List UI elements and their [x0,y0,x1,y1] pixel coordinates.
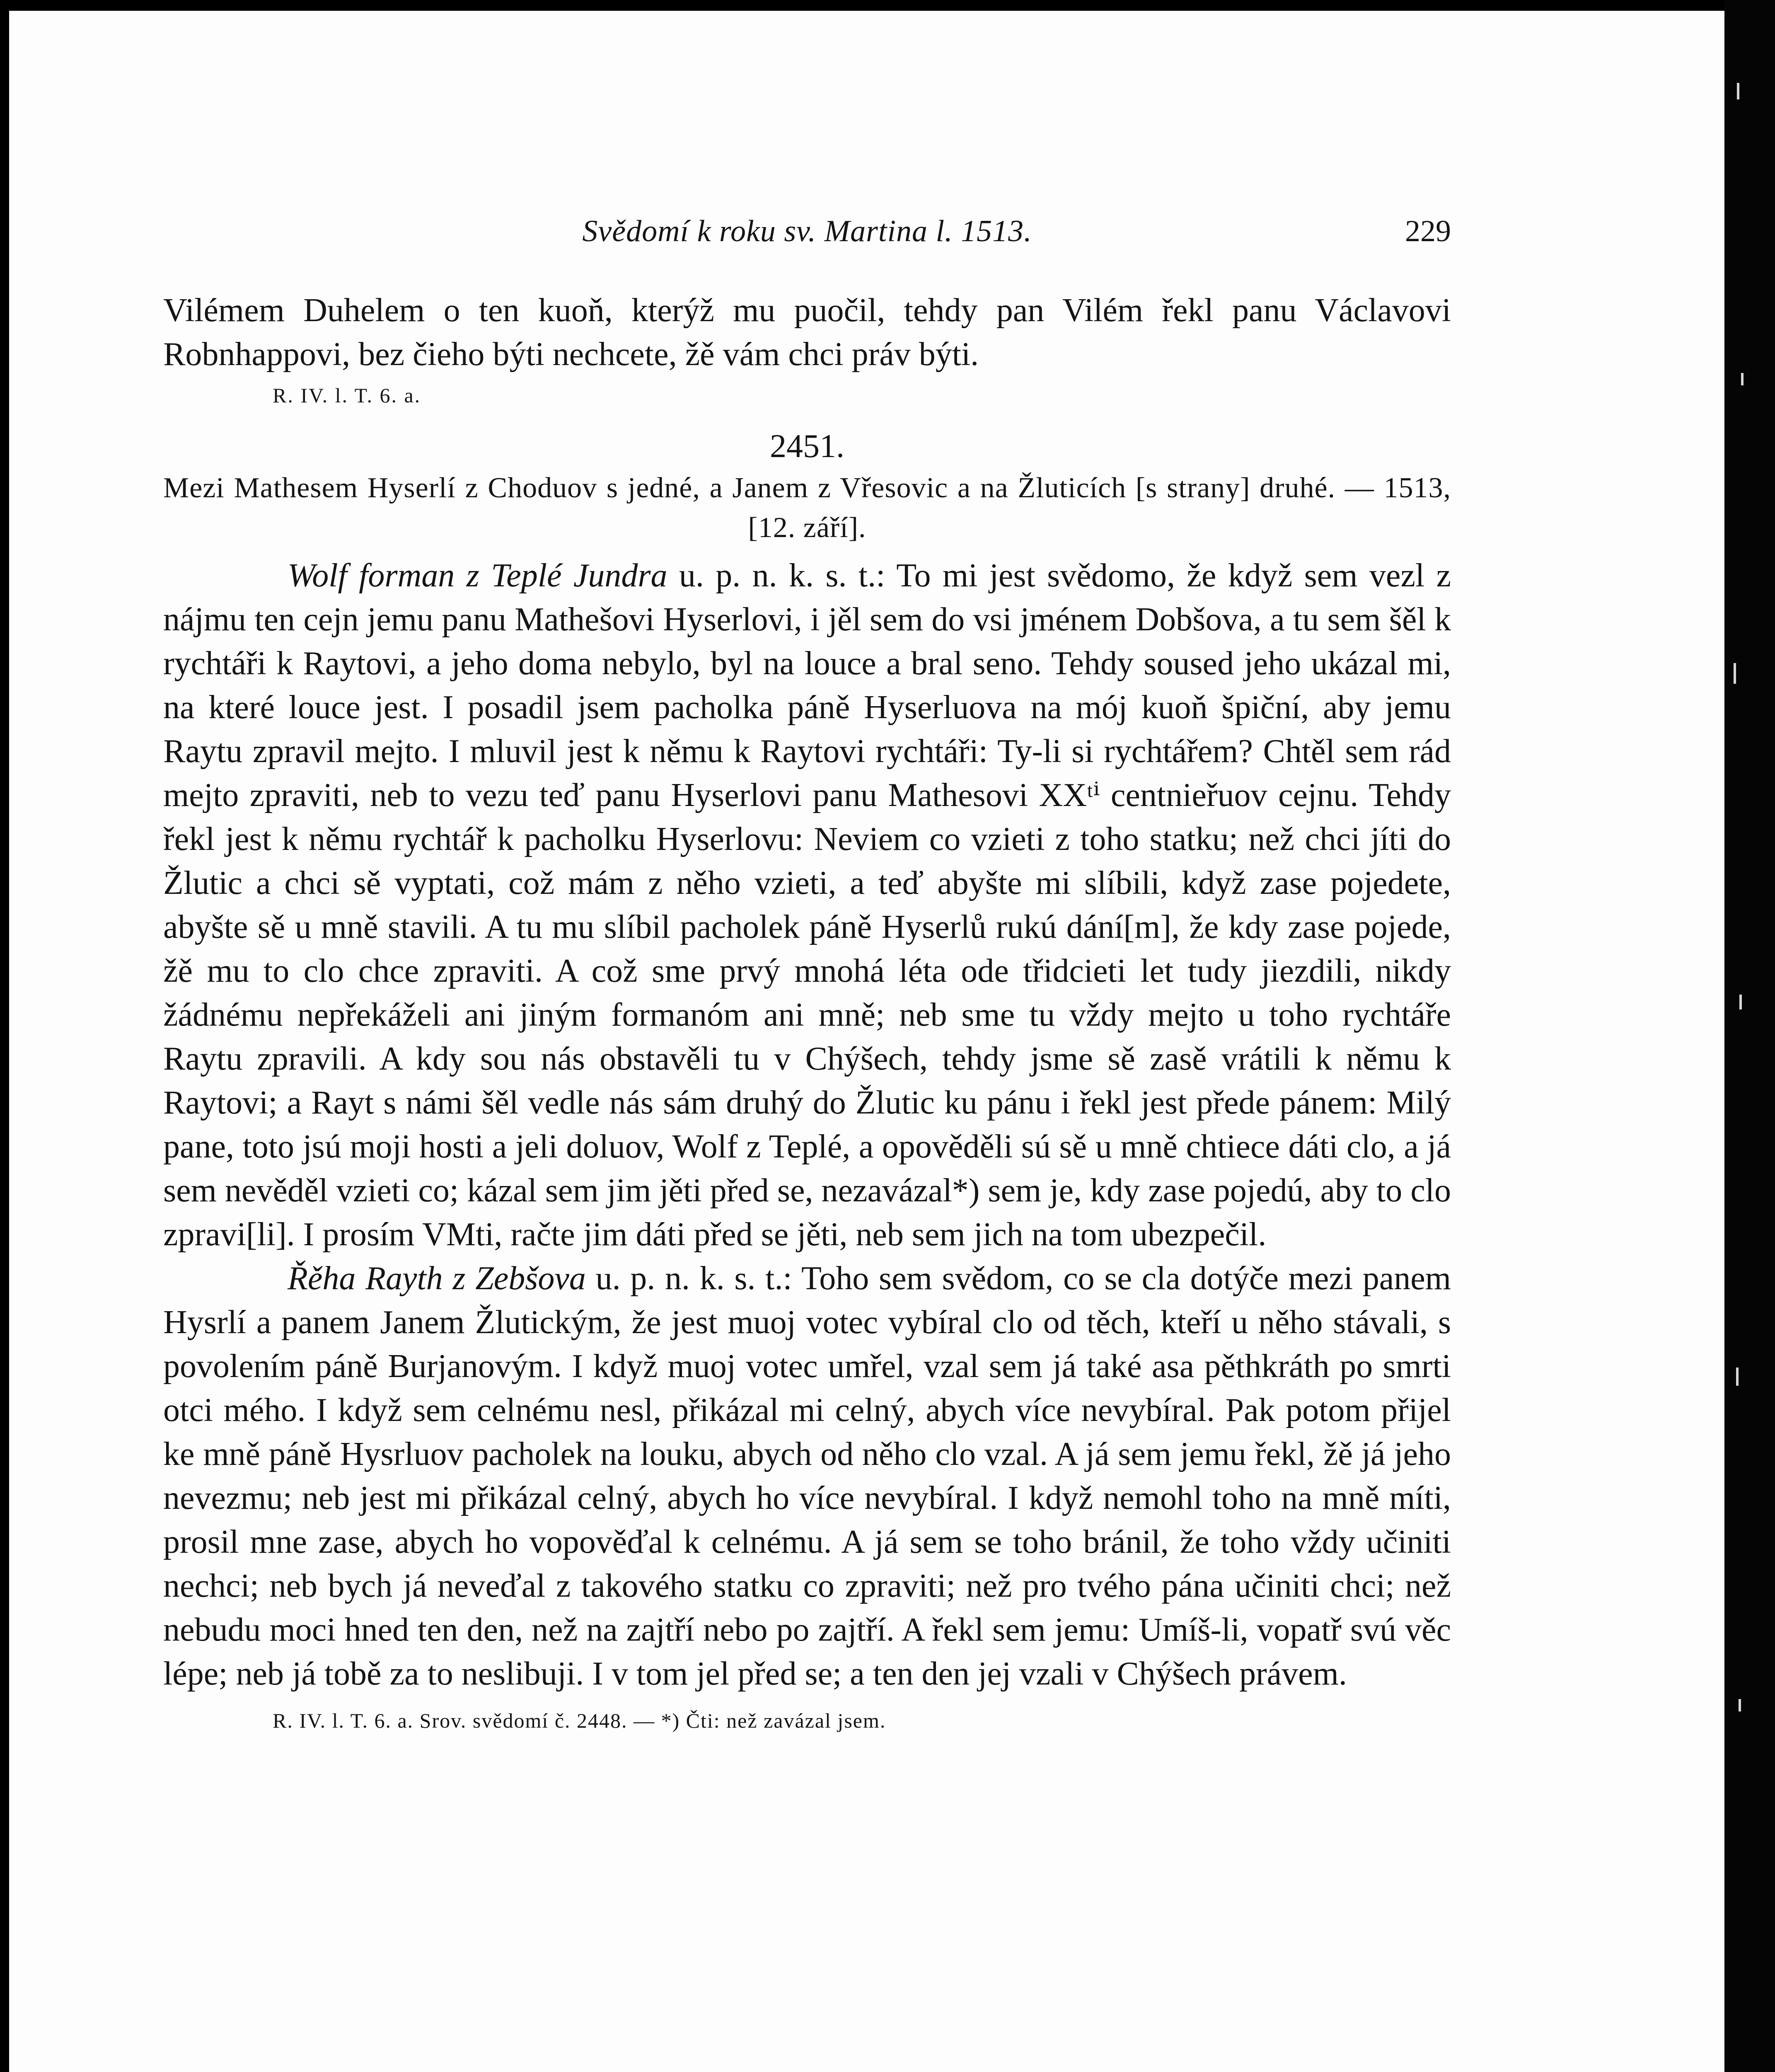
book-page [9,11,1724,2072]
testimony-paragraph [163,554,1451,1256]
page-number: 229 [1405,214,1451,248]
entry-number: 2451. [770,428,844,465]
page-header [163,214,1451,264]
footnote-reference: R. IV. l. T. 6. a. Srov. svědomí č. 2448. — *) Čti: než zavázal jsem. [273,1709,886,1732]
witness-name: Řěha Rayth z Zebšova [288,1260,586,1297]
scan-edge [1724,0,1775,2072]
testimony-paragraph [163,1256,1451,1696]
testimony-text: u. p. n. k. s. t.: Toho sem svědom, co se cla dotýče mezi panem Hysrlí a panem Janem Žlutickým, že jest muoj votec vybíral clo od těch, kteří u něho stávali, s povolením páně Burjanovým. I když muoj votec umřel, vzal sem já také asa pěthkráth po smrti otci mého. I když sem celnému nesl, přikázal mi celný, abych více nevybíral. Pak potom přijel ke mně páně Hysrluov pacholek na louku, abych od něho clo vzal. A já sem jemu řekl, žě já jeho nevezmu; neb jest mi přikázal celný, abych ho více nevybíral. I když nemohl toho na mně míti, prosil mne zase, abych ho vopověďal k celnému. A já sem se toho bránil, že toho vždy učiniti nechci; neb bych já neveďal z takového statku co zpraviti; než pro tvého pána učiniti chci; než nebudu moci hned ten den, než na zajtří nebo po zajtří. A řekl sem jemu: Umíš-li, vopatř svú věc lépe; neb já tobě za to neslibuji. I v tom jel před se; a ten den jej vzali v Chýšech právem. [163,1260,1451,1692]
source-reference: R. IV. l. T. 6. a. [273,384,421,407]
entry-summary: Mezi Mathesem Hyserlí z Choduov s jedné, a Janem z Vřesovic a na Žluticích [s strany] druhé. — 1513, [12. září]. [163,472,1451,544]
witness-name: Wolf forman z Teplé Jundra [288,557,667,594]
testimony-text: u. p. n. k. s. t.: To mi jest svědomo, že když sem vezl z nájmu ten cejn jemu panu Mathešovi Hyserlovi, i jěl sem do vsi jménem Dobšova, a tu sem šěl k rychtáři k Raytovi, a jeho doma nebylo, byl na louce a bral seno. Tehdy soused jeho ukázal mi, na které louce jest. I posadil jsem pacholka páně Hyserluova na mój kuoň špiční, aby jemu Raytu zpravil mejto. I mluvil jest k němu k Raytovi rychtáři: Ty-li si rychtářem? Chtěl sem rád mejto zpraviti, neb to vezu teď panu Hyserlovi panu Mathesovi XXᵗⁱ centnieřuov cejnu. Tehdy řekl jest k němu rychtář k pacholku Hyserlovu: Neviem co vzieti z toho statku; než chci jíti do Žlutic a chci sě vyptati, což mám z něho vzieti, a teď abyšte mi slíbili, když zase pojedete, abyšte sě u mně stavili. A tu mu slíbil pacholek páně Hyserlů rukú dání[m], že kdy zase pojede, žě mu to clo chce zpraviti. A což sme prvý mnohá léta ode třidcieti let tudy jiezdili, nikdy žádnému nepřekáželi ani jiným formanóm ani mně; neb sme tu vždy mejto u toho rychtáře Raytu zpravili. A kdy sou nás obstavěli tu v Chýšech, tehdy jsme sě zasě vrátili k němu k Raytovi; a Rayt s námi šěl vedle nás sám druhý do Žlutic ku pánu i řekl jest přede pánem: Milý pane, toto jsú moji hosti a jeli doluov, Wolf z Teplé, a opověděli sú sě u mně chtiece dáti clo, a já sem nevěděl vzieti co; kázal sem jim jěti před se, nezavázal*) sem je, kdy zase pojedú, aby to clo zpravi[li]. I prosím VMti, račte jim dáti před se jěti, neb sem jich na tom ubezpečil. [163,557,1451,1253]
running-title: Svědomí k roku sv. Martina l. 1513. [582,214,1032,248]
paragraph-continuation: Vilémem Duhelem o ten kuoň, kterýž mu puočil, tehdy pan Vilém řekl panu Václavovi Robnhappovi, bez čieho býti nechcete, žě vám chci práv býti. [163,292,1451,373]
page-body [163,288,1451,1737]
